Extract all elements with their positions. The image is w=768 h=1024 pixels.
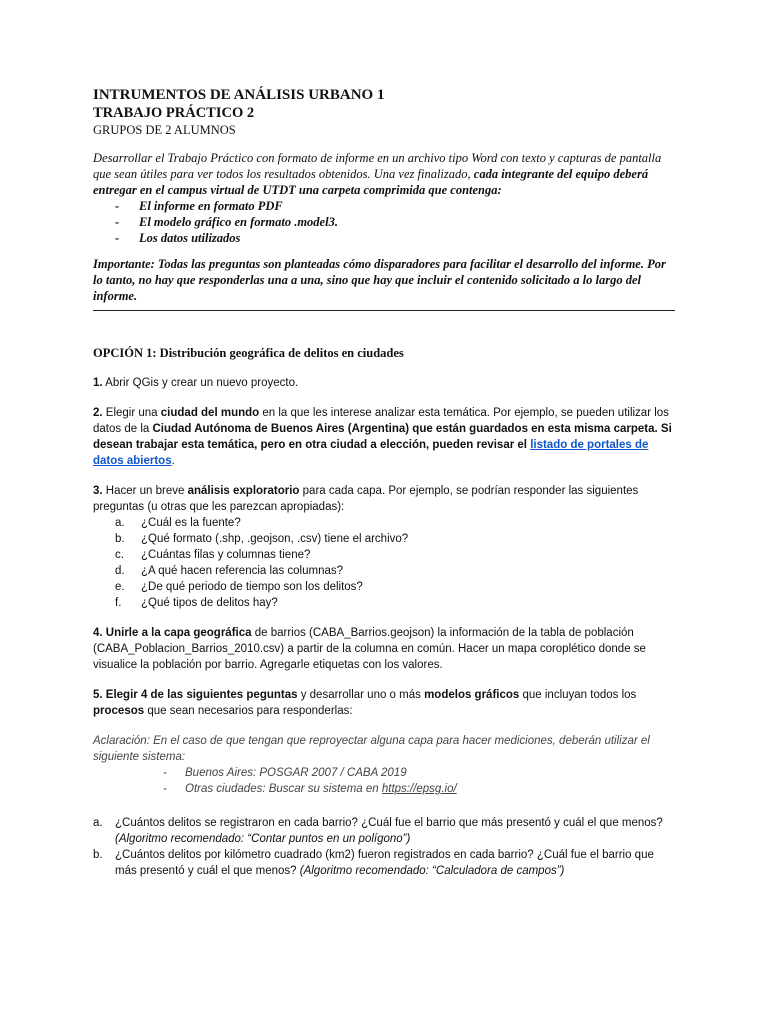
option-heading: OPCIÓN 1: Distribución geográfica de delitos en ciudades — [93, 346, 404, 360]
step-4: 4. Unirle a la capa geográfica de barrios (CABA_Barrios.geojson) la información de la tabla de población (CABA_Poblacion_Barrios_2010.csv) a partir de la columna en común. Hacer un mapa coroplético donde se visualice la población por barrio. Agregarle etiquetas con los valores. — [93, 627, 646, 671]
list-item: a. ¿Cuántos delitos se registraron en cada barrio? ¿Cuál fue el barrio que más presentó y cuál el que menos? (Algoritmo recomendado: “Contar puntos en un polígono”) — [93, 817, 663, 845]
step-3: 3. Hacer un breve análisis exploratorio para cada capa. Por ejemplo, se podrían responder las siguientes preguntas (u otras que les parezcan apropiadas): — [93, 485, 639, 513]
list-item: a. ¿Cuál es la fuente? — [115, 517, 241, 529]
list-item: c. ¿Cuántas filas y columnas tiene? — [115, 549, 311, 561]
horizontal-rule — [93, 310, 675, 311]
exploratory-questions-list — [93, 515, 675, 611]
important-note: Importante: Todas las preguntas son planteadas cómo disparadores para facilitar el desarrollo del informe. Por lo tanto, no hay que responderlas una a una, sino que hay que incluir el contenido solicitado a lo largo del informe. — [93, 257, 666, 303]
list-item: - Buenos Aires: POSGAR 2007 / CABA 2019 — [163, 767, 407, 779]
deliverables-list — [93, 198, 675, 246]
clarification-note: Aclaración: En el caso de que tengan que reproyectar alguna capa para hacer mediciones, deberán utilizar el siguiente sistema: — [93, 735, 650, 763]
intro-text: Desarrollar el Trabajo Práctico con formato de informe en un archivo tipo Word con texto y capturas de pantalla que sean útiles para ver todos los resultados obtenidos. Una vez finalizado, — [93, 151, 662, 181]
document-page — [93, 86, 675, 879]
list-item: b. ¿Qué formato (.shp, .geojson, .csv) tiene el archivo? — [115, 533, 409, 545]
list-item: - El informe en formato PDF — [115, 199, 283, 213]
intro-bold: cada integrante del equipo deberá entregar en el campus virtual de UTDT una carpeta comprimida que contenga: — [93, 167, 649, 197]
list-item: - El modelo gráfico en formato .model3. — [115, 215, 338, 229]
dash-bullet: - — [115, 199, 120, 213]
dash-bullet: - — [115, 231, 120, 245]
step-5: 5. Elegir 4 de las siguientes peguntas y desarrollar uno o más modelos gráficos que incluyan todos los procesos que sean necesarios para responderlas: — [93, 689, 637, 717]
analysis-questions-list — [93, 815, 675, 879]
list-item: f. ¿Qué tipos de delitos hay? — [115, 597, 278, 609]
dash-bullet: - — [115, 215, 120, 229]
list-item: d. ¿A qué hacen referencia las columnas? — [115, 565, 344, 577]
list-item: b. ¿Cuántos delitos por kilómetro cuadrado (km2) fueron registrados en cada barrio? ¿Cuál fue el barrio que más presentó y cuál el que menos? (Algoritmo recomendado: “Calculadora de campos”) — [93, 849, 654, 877]
projection-list — [93, 765, 675, 797]
document-title: INTRUMENTOS DE ANÁLISIS URBANO 1 — [93, 87, 385, 103]
open-data-portals-link[interactable]: listado de portales de datos abiertos — [93, 439, 649, 467]
document-subtitle: TRABAJO PRÁCTICO 2 — [93, 105, 255, 121]
step-1: 1. Abrir QGis y crear un nuevo proyecto. — [93, 377, 299, 389]
dash-bullet: - — [163, 767, 167, 779]
list-item: - Otras ciudades: Buscar su sistema en https://epsg.io/ — [163, 783, 457, 795]
list-item: e. ¿De qué periodo de tiempo son los delitos? — [115, 581, 363, 593]
epsg-link[interactable]: https://epsg.io/ — [381, 783, 457, 795]
list-item: - Los datos utilizados — [115, 231, 241, 245]
dash-bullet: - — [163, 783, 167, 795]
step-2: 2. Elegir una ciudad del mundo en la que les interese analizar esta temática. Por ejemplo, se pueden utilizar los datos de la Ciudad Autónoma de Buenos Aires (Argentina) que están guardados en esta misma carpeta. Si desean trabajar esta temática, pero en otra ciudad a elección, pueden revisar el listado de portales de datos abiertos. — [93, 407, 672, 467]
groups-line: GRUPOS DE 2 ALUMNOS — [93, 123, 236, 137]
intro-paragraph — [93, 150, 675, 198]
